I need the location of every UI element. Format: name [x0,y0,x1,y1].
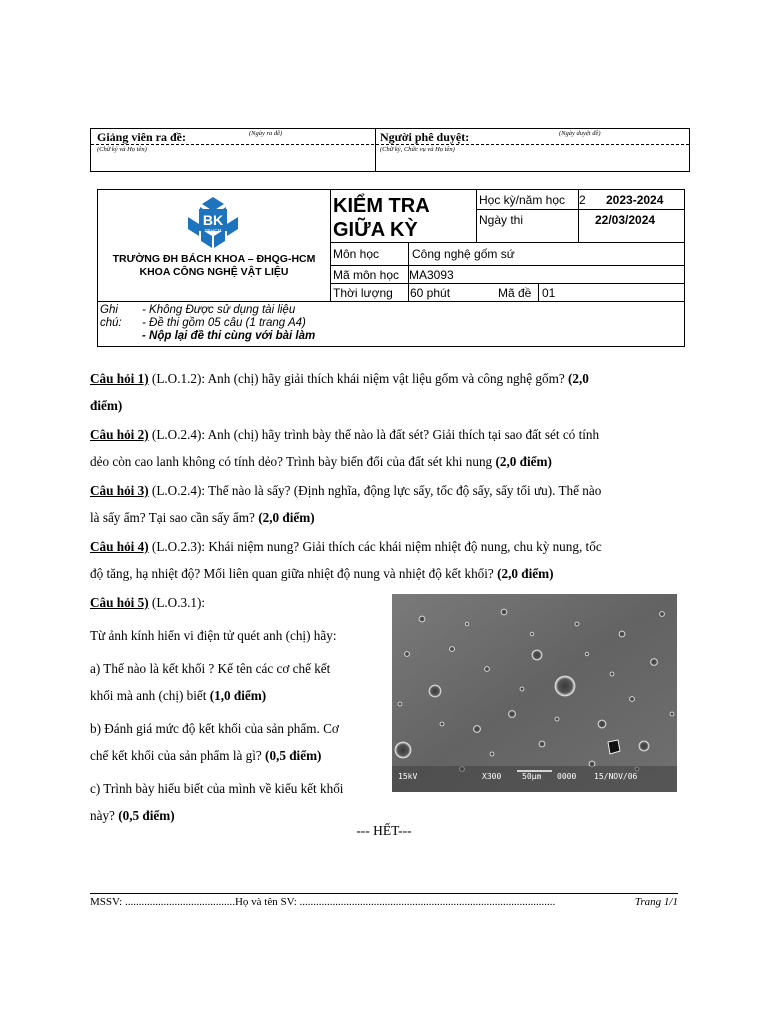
note-label: Ghi [100,304,118,316]
subject-value: Công nghệ gốm sứ [412,247,515,261]
note-item-1: - Không Được sử dụng tài liệu [142,304,296,316]
year-value: 2023-2024 [606,193,664,207]
sem-magnification: X300 [482,772,502,781]
sem-micrograph [392,594,677,792]
exam-title-line1: KIỂM TRA [333,195,430,217]
lecturer-sign-hint: (Chữ ký và Họ tên) [97,146,147,153]
approver-date-hint: (Ngày duyệt đề) [559,130,601,137]
approver-label: Người phê duyệt: [380,130,470,144]
duration-label: Thời lượng [333,286,393,300]
question-5a: a) Thế nào là kết khối ? Kể tên các cơ chế kết khối mà anh (chị) biết (1,0 điểm) [90,661,331,703]
exam-code-label: Mã đề [498,286,532,300]
question-1: Câu hỏi 1) (L.O.1.2): Anh (chị) hãy giải thích khái niệm vật liệu gốm và công nghệ gốm? (2,0 điểm) [90,371,589,413]
question-3: Câu hỏi 3) (L.O.2.4): Thế nào là sấy? (Định nghĩa, động lực sấy, tốc độ sấy, sấy tối ưu). Thế nào là sấy ẩm? Tại sao cần sấy ẩm? (2,0 điểm) [90,483,602,525]
approver-sign-hint: (Chữ ký, Chức vụ và Họ tên) [380,146,455,153]
exam-title-line2: GIỮA KỲ [333,219,418,241]
lecturer-date-hint: (Ngày ra đề) [249,130,283,137]
exam-date-value: 22/03/2024 [595,213,656,227]
sem-scale: 50μm [522,772,542,781]
course-code-value: MA3093 [409,268,454,282]
lecturer-label: Giảng viên ra đề: [97,130,186,144]
faculty-name: KHOA CÔNG NGHỆ VẬT LIỆU [139,266,289,278]
question-5: Câu hỏi 5) (L.O.3.1): Từ ảnh kính hiển vi điện tử quét anh (chị) hãy: a) Thế nào là kết khối ? Kể tên các cơ chế kết khối mà anh (chị) biết (1,0 điểm) b) Đánh giá mức độ kết khối của sản phẩm. Cơ chế kết khối của sản phẩm là gì? (0,5 điểm) c) Trình bày hiểu biết của mình về kiểu kết khối này? (0,5 điểm) [90,589,386,829]
exam-date-label: Ngày thi [479,213,524,227]
note-item-2: - Đề thi gồm 05 câu (1 trang A4) [142,317,306,329]
sem-pores-image [392,594,677,792]
exam-code-value: 01 [542,286,556,300]
sem-date: 15/NOV/06 [594,772,638,781]
page-footer [90,893,678,910]
note-label-2: chú: [100,317,122,329]
sem-number: 0000 [557,772,577,781]
question-2: Câu hỏi 2) (L.O.2.4): Anh (chị) hãy trình bày thế nào là đất sét? Giải thích tại sao đất sét có tính dẻo còn cao lanh không có tính dẻo? Trình bày biến đổi của đất sét khi nung (2,0 điểm) [90,427,600,469]
question-4: Câu hỏi 4) (L.O.2.3): Khái niệm nung? Giải thích các khái niệm nhiệt độ nung, chu kỳ nung, tốc độ tăng, hạ nhiệt độ? Mối liên quan giữa nhiệt độ nung và nhiệt độ kết khối? (2,0 điểm) [90,539,602,581]
semester-label: Học kỳ/năm học [479,193,566,207]
sem-voltage: 15kV [398,772,418,781]
note-item-3: - Nộp lại đề thi cùng với bài làm [142,330,316,342]
course-code-label: Mã môn học [333,268,400,282]
logo-text: BK [202,212,224,228]
end-marker: --- HẾT--- [356,823,412,838]
approval-divider [375,129,376,171]
duration-value: 60 phút [410,286,451,300]
school-logo-icon [180,195,246,253]
question-5-intro: Từ ảnh kính hiển vi điện tử quét anh (chị) hãy: [90,628,337,643]
footer-page-number: Trang 1/1 [634,896,678,908]
question-5c: c) Trình bày hiểu biết của mình về kiểu kết khối này? (0,5 điểm) [90,781,344,823]
footer-student-id: MSSV: ........................................ [90,896,235,908]
question-5b: b) Đánh giá mức độ kết khối của sản phẩm. Cơ chế kết khối của sản phẩm là gì? (0,5 điểm) [90,721,339,763]
exam-header-table [97,189,685,347]
approval-box [90,128,690,172]
semester-value: 2 [579,193,586,207]
subject-label: Môn học [333,247,380,261]
school-name: TRƯỜNG ĐH BÁCH KHOA – ĐHQG-HCM [112,253,316,265]
footer-student-name: Họ và tên SV: ............................................................................................. [234,896,556,908]
logo-subtext: TP.HCM [204,228,222,233]
